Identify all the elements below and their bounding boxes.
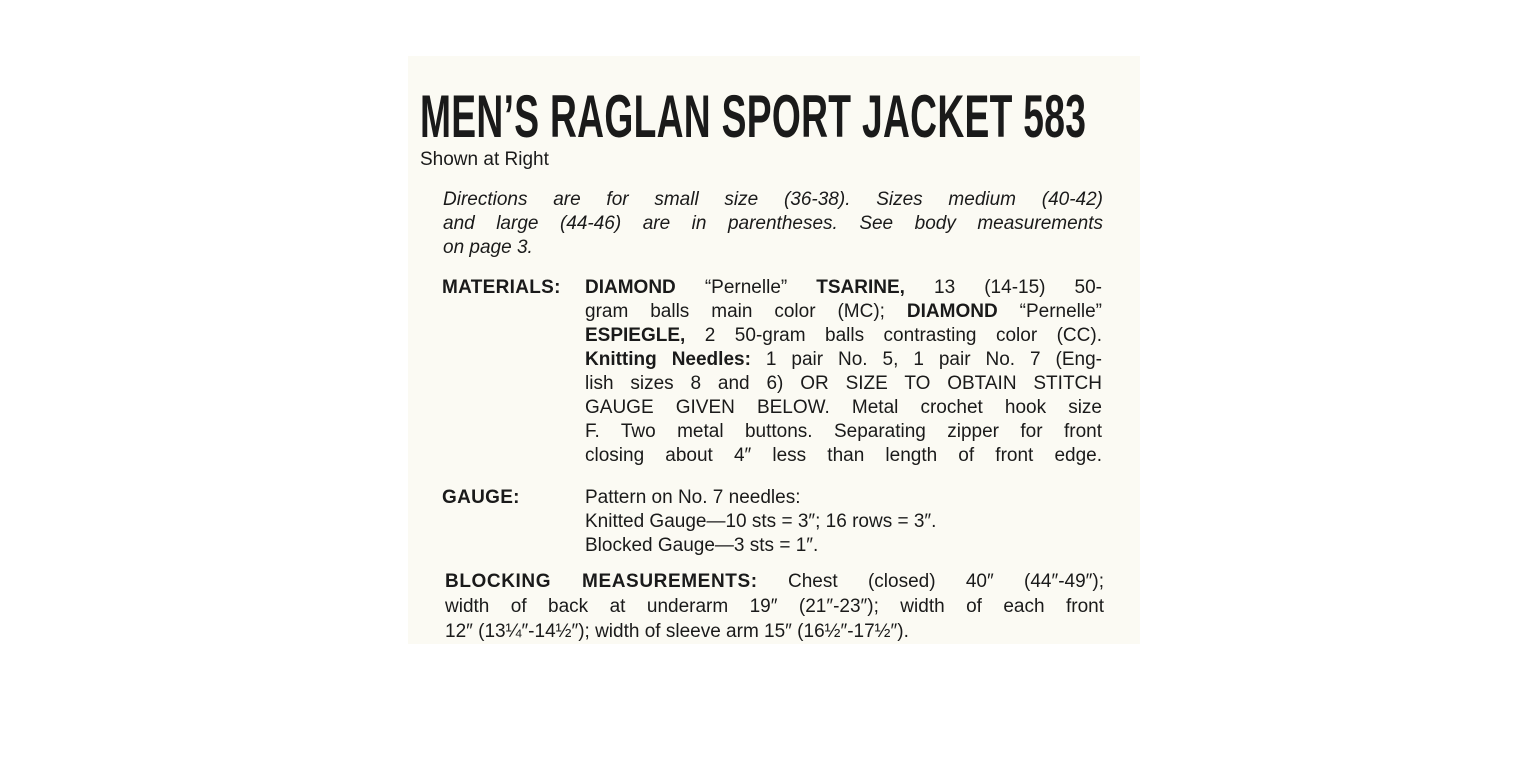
materials-line: closing about 4″ less than length of front edge. <box>585 445 1102 466</box>
blocking-line: width of back at underarm 19″ (21″-23″); width of each front <box>445 596 1104 617</box>
materials-text: 2 50-gram balls contrasting color (CC). <box>685 325 1102 346</box>
gauge-body <box>585 486 1102 558</box>
blocking-line <box>445 569 1104 594</box>
materials-body <box>585 276 1102 468</box>
blocking-text: Chest (closed) 40″ (44″-49″); <box>757 571 1104 592</box>
materials-line: F. Two metal buttons. Separating zipper for front <box>585 421 1102 442</box>
gauge-line: Blocked Gauge—3 sts = 1″. <box>585 535 819 556</box>
materials-line: lish sizes 8 and 6) OR SIZE TO OBTAIN STITCH <box>585 373 1102 394</box>
materials-text: “Pernelle” <box>997 301 1102 322</box>
materials-line <box>585 300 1102 324</box>
materials-line <box>585 348 1102 372</box>
pattern-subtitle: Shown at Right <box>420 149 549 170</box>
materials-line <box>585 324 1102 348</box>
blocking-measurements <box>445 569 1104 644</box>
blocking-line: 12″ (13¼″-14½″); width of sleeve arm 15″ (16½″-17½″). <box>445 621 909 642</box>
materials-text: 1 pair No. 5, 1 pair No. 7 (Eng- <box>750 349 1102 370</box>
size-directions <box>443 188 1103 260</box>
gauge-label: GAUGE: <box>442 487 520 508</box>
materials-line <box>585 276 1102 300</box>
gauge-line: Knitted Gauge—10 sts = 3″; 16 rows = 3″. <box>585 511 937 532</box>
materials-line: GAUGE GIVEN BELOW. Metal crochet hook size <box>585 397 1102 418</box>
needles-label: Knitting Needles: <box>585 349 751 370</box>
gauge-line: Pattern on No. 7 needles: <box>585 487 801 508</box>
intro-line: on page 3. <box>443 237 533 258</box>
blocking-label: BLOCKING MEASUREMENTS: <box>445 571 758 592</box>
brand-name: DIAMOND <box>906 301 998 322</box>
pattern-title: MEN’S RAGLAN SPORT JACKET 583 <box>420 83 1087 150</box>
brand-name: DIAMOND <box>585 277 676 298</box>
yarn-name: ESPIEGLE, <box>585 325 686 346</box>
materials-label: MATERIALS: <box>442 277 561 298</box>
intro-line: and large (44-46) are in parentheses. See body measurements <box>443 213 1103 234</box>
materials-text: 13 (14-15) 50- <box>904 277 1103 298</box>
title-block <box>420 80 1130 154</box>
yarn-name: TSARINE, <box>816 277 905 298</box>
intro-line: Directions are for small size (36-38). Sizes medium (40-42) <box>443 189 1103 210</box>
materials-text: “Pernelle” <box>675 277 817 298</box>
materials-text: gram balls main color (MC); <box>585 301 907 322</box>
